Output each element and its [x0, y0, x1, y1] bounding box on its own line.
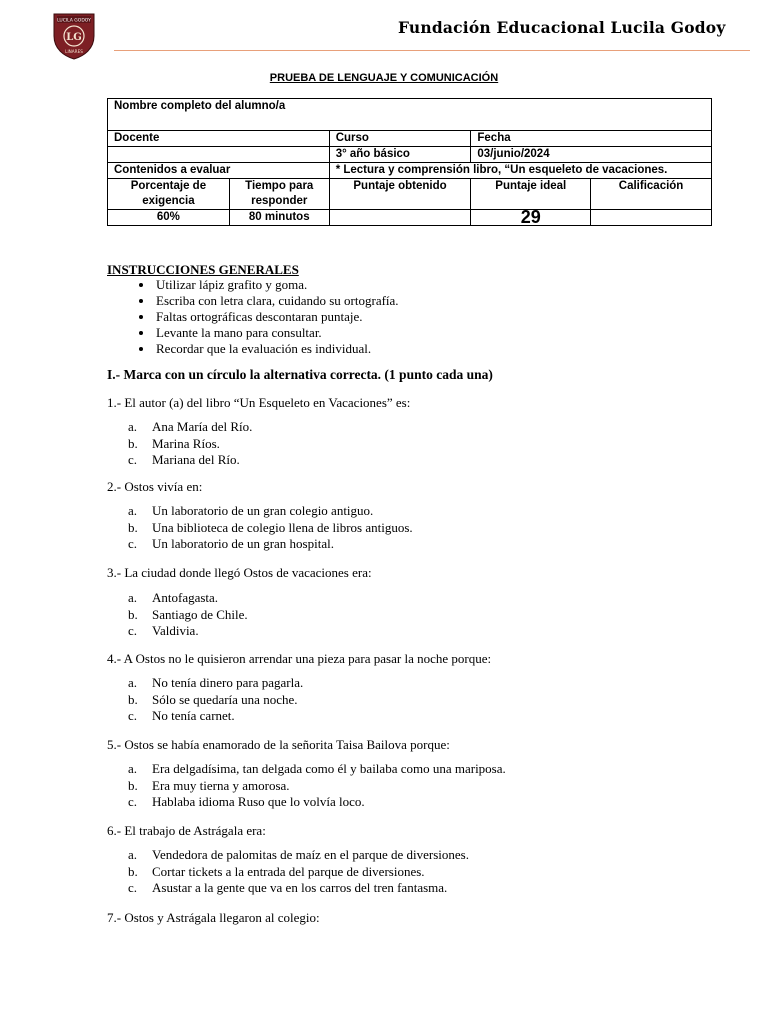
- question-6-options: [128, 847, 469, 897]
- option-a[interactable]: a. Ana María del Río.: [128, 419, 253, 434]
- contents-value: * Lectura y comprensión libro, “Un esqueleto de vacaciones.: [329, 163, 711, 179]
- option-a[interactable]: a. Era delgadísima, tan delgada como él y bailaba como una mariposa.: [128, 761, 506, 776]
- teacher-value: [108, 147, 330, 163]
- instruction-item: • Faltas ortográficas descontaran puntaje.: [154, 309, 399, 325]
- logo-bottom-text: LINARES: [65, 49, 83, 54]
- time-header: Tiempo para responder: [229, 179, 329, 210]
- option-b[interactable]: b. Santiago de Chile.: [128, 606, 248, 622]
- question-4: 4.- A Ostos no le quisieron arrendar una pieza para pasar la noche porque:: [107, 651, 492, 666]
- question-6: 6.- El trabajo de Astrágala era:: [107, 823, 266, 838]
- grade-header: Calificación: [591, 179, 712, 210]
- option-a[interactable]: a. Vendedora de palomitas de maíz en el parque de diversiones.: [128, 847, 469, 862]
- date-value: 03/junio/2024: [471, 147, 712, 163]
- question-5: 5.- Ostos se había enamorado de la señorita Taisa Bailova porque:: [107, 737, 450, 752]
- option-c[interactable]: c. No tenía carnet.: [128, 708, 235, 723]
- question-1: 1.- El autor (a) del libro “Un Esqueleto en Vacaciones” es:: [107, 395, 411, 410]
- question-5-options: [128, 761, 506, 811]
- time-value: 80 minutos: [229, 210, 329, 226]
- option-c[interactable]: c. Un laboratorio de un gran hospital.: [128, 536, 334, 551]
- student-info-table: [107, 98, 712, 226]
- ideal-score-value: 29: [471, 210, 591, 226]
- question-1-options: [128, 419, 252, 469]
- option-b[interactable]: b. Cortar tickets a la entrada del parque de diversiones.: [128, 863, 425, 879]
- option-b[interactable]: b. Una biblioteca de colegio llena de libros antiguos.: [128, 519, 413, 535]
- option-c[interactable]: c. Valdivia.: [128, 623, 199, 638]
- course-label: Curso: [329, 131, 471, 147]
- logo-top-text: LUCILA GODOY: [57, 18, 91, 24]
- teacher-label: Docente: [108, 131, 330, 147]
- question-2-options: [128, 503, 413, 553]
- instruction-item: • Levante la mano para consultar.: [154, 325, 399, 341]
- question-4-options: [128, 675, 303, 725]
- ideal-score-header: Puntaje ideal: [471, 179, 591, 210]
- option-b[interactable]: b. Era muy tierna y amorosa.: [128, 777, 290, 793]
- question-7: 7.- Ostos y Astrágala llegaron al colegio:: [107, 910, 320, 925]
- section-title: I.- Marca con un círculo la alternativa correcta. (1 punto cada una): [107, 367, 493, 382]
- percentage-header: Porcentaje de exigencia: [108, 179, 230, 210]
- instruction-item: • Recordar que la evaluación es individual.: [154, 341, 399, 357]
- question-2: 2.- Ostos vivía en:: [107, 479, 203, 494]
- option-a[interactable]: a. Un laboratorio de un gran colegio antiguo.: [128, 503, 374, 518]
- student-name-label: Nombre completo del alumno/a: [108, 99, 712, 131]
- option-b[interactable]: b. Marina Ríos.: [128, 435, 220, 451]
- question-3: 3.- La ciudad donde llegó Ostos de vacaciones era:: [107, 565, 372, 580]
- option-a[interactable]: a. No tenía dinero para pagarla.: [128, 675, 304, 690]
- instruction-item: • Utilizar lápiz grafito y goma.: [154, 277, 399, 293]
- instructions-heading: INSTRUCCIONES GENERALES: [107, 262, 299, 277]
- option-a[interactable]: a. Antofagasta.: [128, 590, 219, 605]
- course-value: 3° año básico: [329, 147, 471, 163]
- school-name: Fundación Educacional Lucila Godoy: [398, 18, 726, 37]
- test-title: PRUEBA DE LENGUAJE Y COMUNICACIÓN: [269, 72, 499, 84]
- logo-monogram: LG: [66, 32, 82, 43]
- instructions-list: [130, 277, 399, 357]
- header-divider: [114, 50, 750, 51]
- date-label: Fecha: [471, 131, 712, 147]
- option-c[interactable]: c. Hablaba idioma Ruso que lo volvía loco.: [128, 794, 365, 809]
- instruction-item: • Escriba con letra clara, cuidando su ortografía.: [154, 293, 399, 309]
- question-3-options: [128, 590, 248, 640]
- contents-label: Contenidos a evaluar: [108, 163, 330, 179]
- option-b[interactable]: b. Sólo se quedaría una noche.: [128, 691, 298, 707]
- percentage-value: 60%: [108, 210, 230, 226]
- option-c[interactable]: c. Mariana del Río.: [128, 452, 240, 467]
- score-header: Puntaje obtenido: [329, 179, 471, 210]
- option-c[interactable]: c. Asustar a la gente que va en los carros del tren fantasma.: [128, 880, 448, 895]
- grade-value: [591, 210, 712, 226]
- school-logo: [52, 12, 96, 60]
- score-value: [329, 210, 471, 226]
